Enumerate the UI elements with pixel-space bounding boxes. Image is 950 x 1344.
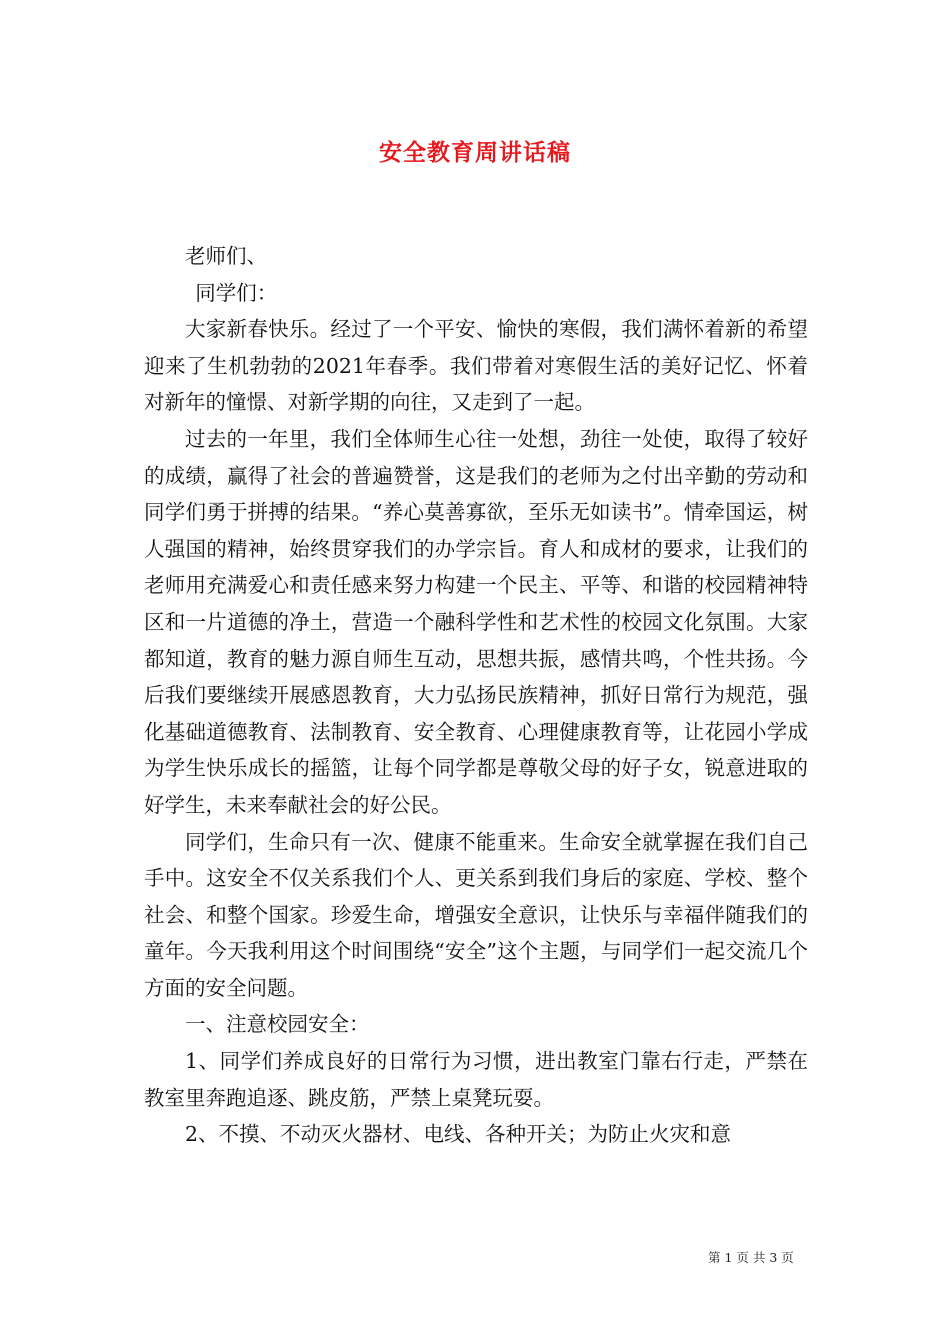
paragraph-safety-intro: 同学们，生命只有一次、健康不能重来。生命安全就掌握在我们自己手中。这安全不仅关系我们个人、更关系到我们身后的家庭、学校、整个社会、和整个国家。珍爱生命，增强安全意识，让快乐与幸福伴随我们的童年。今天我利用这个时间围绕“安全”这个主题，与同学们一起交流几个方面的安全问题。	[144, 829, 808, 1000]
salutation-students: 同学们：	[195, 280, 278, 305]
paragraph-past-year: 过去的一年里，我们全体师生心往一处想，劲往一处使，取得了较好的成绩，赢得了社会的普遍赞誉，这是我们的老师为之付出辛勤的劳动和同学们勇于拼搏的结果。“养心莫善寡欲，至乐无如读书”。情牵国运，树人强国的精神，始终贯穿我们的办学宗旨。育人和成材的要求，让我们的老师用充满爱心和责任感来努力构建一个民主、平等、和谐的校园精神特区和一片道德的净土，营造一个融科学性和艺术性的校园文化氛围。大家都知道，教育的魅力源自师生互动，思想共振，感情共鸣，个性共扬。今后我们要继续开展感恩教育，大力弘扬民族精神，抓好日常行为规范，强化基础道德教育、法制教育、安全教育、心理健康教育等，让花园小学成为学生快乐成长的摇篮，让每个同学都是尊敬父母的好子女，锐意进取的好学生，未来奉献社会的好公民。	[144, 426, 808, 817]
page-number: 第 1 页 共 3 页	[708, 1250, 794, 1265]
document-title: 安全教育周讲话稿	[379, 139, 571, 166]
list-item-2: 2、不摸、不动灭火器材、电线、各种开关；为防止火灾和意	[185, 1122, 732, 1147]
list-item-1: 1、同学们养成良好的日常行为习惯，进出教室门靠右行走，严禁在教室里奔跑追逐、跳皮筋，严禁上桌凳玩耍。	[144, 1049, 808, 1110]
document-body	[144, 238, 808, 1153]
salutation-teachers: 老师们、	[185, 244, 267, 268]
paragraph-greeting: 大家新春快乐。经过了一个平安、愉快的寒假，我们满怀着新的希望迎来了生机勃勃的2021年春季。我们带着对寒假生活的美好记忆、怀着对新年的憧憬、对新学期的向往，又走到了一起。	[144, 317, 808, 415]
section-heading-campus-safety: 一、注意校园安全：	[185, 1012, 370, 1037]
